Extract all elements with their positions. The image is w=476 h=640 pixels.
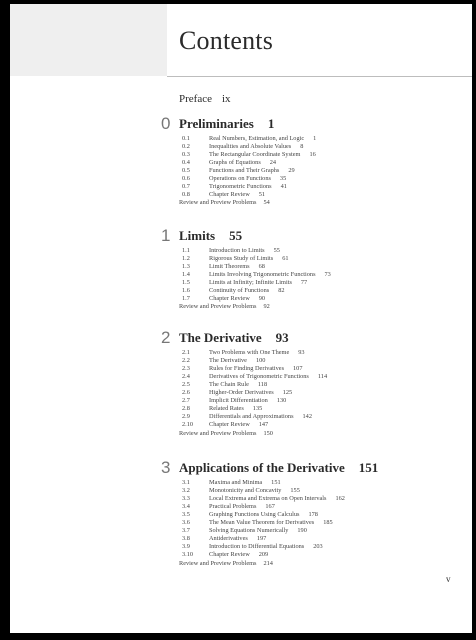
section-number: 0.4: [182, 159, 190, 167]
section-entry[interactable]: [182, 255, 289, 263]
section-entry[interactable]: [182, 519, 333, 527]
section-number: 3.5: [182, 511, 190, 519]
section-entry[interactable]: [182, 167, 295, 175]
section-title: The Rectangular Coordinate System: [209, 151, 301, 159]
review-label: Review and Preview Problems: [179, 429, 257, 437]
section-number: 2.4: [182, 373, 190, 381]
section-entry[interactable]: [182, 479, 281, 487]
section-entry[interactable]: [182, 381, 267, 389]
review-page: 54: [263, 199, 270, 207]
section-entry[interactable]: [182, 191, 265, 199]
chapter-title: Preliminaries: [179, 116, 254, 131]
section-number: 0.6: [182, 175, 190, 183]
section-page: 24: [269, 159, 277, 167]
section-page: 209: [258, 551, 269, 559]
section-title: Introduction to Limits: [209, 247, 265, 254]
review-entry[interactable]: [179, 303, 270, 310]
section-number: 2.3: [182, 365, 190, 373]
section-page: 178: [308, 511, 318, 519]
contents-page: [10, 4, 472, 633]
section-number: 2.8: [182, 405, 190, 413]
section-number: 1.3: [182, 263, 190, 271]
section-number: 0.5: [182, 167, 190, 175]
section-number: 1.1: [182, 247, 190, 254]
section-page: 73: [324, 271, 331, 279]
section-title: Graphing Functions Using Calculus: [209, 511, 300, 519]
section-number: 0.7: [182, 183, 190, 191]
section-title: The Mean Value Theorem for Derivatives: [209, 519, 315, 527]
section-page: 100: [255, 357, 266, 365]
chapter-title-entry[interactable]: [179, 460, 378, 476]
section-title: Monotonicity and Concavity: [209, 487, 282, 495]
chapter-title: The Derivative: [179, 330, 262, 345]
section-title: Real Numbers, Estimation, and Logic: [209, 135, 305, 142]
page-title: Contents: [179, 26, 274, 55]
section-page: 68: [258, 263, 265, 271]
chapter-page: 55: [229, 228, 243, 243]
section-number: 3.9: [182, 543, 190, 551]
section-number: 3.8: [182, 535, 190, 543]
section-page: 90: [258, 295, 266, 303]
section-number: 2.5: [182, 381, 190, 389]
section-page: 29: [288, 167, 295, 175]
section-entry[interactable]: [182, 175, 286, 183]
section-entry[interactable]: [182, 543, 323, 551]
section-number: 3.1: [182, 479, 190, 486]
section-page: 16: [309, 151, 316, 159]
section-entry[interactable]: [182, 349, 305, 357]
section-page: 118: [257, 381, 268, 389]
section-title: Inequalities and Absolute Values: [209, 143, 292, 151]
table-of-contents: [10, 4, 472, 633]
section-number: 3.4: [182, 503, 190, 511]
section-number: 1.2: [182, 255, 190, 263]
preface-entry[interactable]: [179, 93, 231, 105]
chapter-page: 93: [275, 330, 289, 345]
section-title: Maxima and Minima: [209, 479, 263, 486]
section-page: 93: [298, 349, 305, 356]
section-entry[interactable]: [182, 511, 318, 519]
section-number: 3.10: [182, 551, 194, 559]
review-entry[interactable]: [179, 199, 270, 206]
section-page: 8: [300, 143, 304, 151]
section-title: Limit Theorems: [209, 263, 250, 271]
section-number: 1.4: [182, 271, 190, 279]
section-number: 3.6: [182, 519, 190, 527]
section-entry[interactable]: [182, 135, 316, 143]
section-title: Rules for Finding Derivatives: [209, 365, 285, 373]
section-page: 51: [258, 191, 266, 199]
review-page: 214: [263, 559, 273, 567]
section-title: Graphs of Equations: [209, 159, 261, 167]
section-title: Differentials and Approximations: [209, 413, 294, 421]
section-title: Introduction to Differential Equations: [209, 543, 305, 551]
section-entry[interactable]: [182, 421, 268, 429]
section-entry[interactable]: [182, 151, 316, 159]
section-page: 1: [313, 135, 317, 142]
section-title: Chapter Review: [209, 295, 250, 303]
section-number: 3.7: [182, 527, 190, 535]
section-page: 147: [258, 421, 269, 429]
section-entry[interactable]: [182, 247, 280, 255]
review-label: Review and Preview Problems: [179, 199, 257, 207]
section-title: Limits Involving Trigonometric Functions: [209, 271, 316, 279]
section-entry[interactable]: [182, 287, 284, 295]
section-number: 3.2: [182, 487, 190, 495]
section-number: 1.6: [182, 287, 190, 295]
section-page: 61: [282, 255, 289, 263]
section-page: 167: [265, 503, 275, 511]
section-page: 107: [293, 365, 303, 373]
section-entry[interactable]: [182, 183, 287, 191]
section-page: 162: [335, 495, 345, 503]
section-page: 197: [256, 535, 267, 543]
section-page: 77: [300, 279, 308, 287]
chapter-page: 1: [267, 116, 275, 131]
section-number: 0.8: [182, 191, 190, 199]
review-label: Review and Preview Problems: [179, 303, 257, 311]
section-number: 2.6: [182, 389, 190, 397]
section-title: The Derivative: [209, 357, 247, 365]
section-page: 82: [278, 287, 285, 295]
page-number: v: [446, 574, 451, 584]
section-title: Trigonometric Functions: [209, 183, 272, 191]
section-entry[interactable]: [182, 389, 292, 397]
section-title: Related Rates: [209, 405, 244, 413]
section-entry[interactable]: [182, 373, 327, 381]
section-title: Operations on Functions: [209, 175, 271, 183]
section-number: 2.9: [182, 413, 190, 421]
section-entry[interactable]: [182, 263, 265, 271]
section-number: 2.1: [182, 349, 190, 356]
section-number: 2.10: [182, 421, 194, 429]
section-page: 135: [252, 405, 263, 413]
chapter-number: 0: [161, 114, 171, 133]
section-number: 0.1: [182, 135, 190, 142]
section-entry[interactable]: [182, 295, 265, 303]
section-page: 35: [279, 175, 287, 183]
chapter-page: 151: [358, 460, 379, 475]
section-number: 0.3: [182, 151, 190, 159]
section-entry[interactable]: [182, 535, 266, 543]
section-title: Higher-Order Derivatives: [209, 389, 274, 397]
section-title: Implicit Differentiation: [209, 397, 268, 405]
chapter-number: 3: [161, 458, 171, 477]
section-title: Continuity of Functions: [209, 287, 270, 295]
section-page: 155: [290, 487, 300, 495]
section-entry[interactable]: [182, 143, 303, 151]
section-title: Practical Problems: [209, 503, 257, 511]
review-entry[interactable]: [179, 560, 273, 567]
section-title: Chapter Review: [209, 551, 250, 559]
chapter-title-entry[interactable]: [179, 330, 289, 346]
section-number: 2.7: [182, 397, 190, 405]
review-label: Review and Preview Problems: [179, 559, 257, 567]
section-page: 130: [276, 397, 287, 405]
section-title: Local Extrema and Extrema on Open Intervals: [209, 495, 327, 503]
section-title: Rigorous Study of Limits: [209, 255, 274, 263]
review-page: 150: [263, 429, 273, 437]
review-page: 92: [263, 303, 270, 311]
section-page: 125: [282, 389, 293, 397]
section-entry[interactable]: [182, 357, 265, 365]
section-title: Limits at Infinity; Infinite Limits: [209, 279, 292, 287]
section-number: 0.2: [182, 143, 190, 151]
section-entry[interactable]: [182, 503, 275, 511]
chapter-title-entry[interactable]: [179, 116, 274, 132]
section-number: 2.2: [182, 357, 190, 365]
preface-label: Preface: [179, 93, 212, 105]
chapter-number: 1: [161, 226, 171, 245]
review-entry[interactable]: [179, 430, 273, 437]
section-number: 3.3: [182, 495, 190, 503]
section-title: Antiderivatives: [209, 535, 248, 543]
section-page: 41: [280, 183, 287, 191]
section-page: 114: [317, 373, 328, 381]
section-title: The Chain Rule: [209, 381, 249, 389]
section-title: Chapter Review: [209, 191, 250, 199]
section-entry[interactable]: [182, 159, 276, 167]
section-number: 1.7: [182, 295, 190, 303]
section-title: Derivatives of Trigonometric Functions: [209, 373, 309, 381]
section-entry[interactable]: [182, 365, 302, 373]
section-entry[interactable]: [182, 279, 307, 287]
section-page: 151: [271, 479, 281, 486]
section-number: 1.5: [182, 279, 190, 287]
preface-page: ix: [221, 93, 231, 105]
section-page: 185: [323, 519, 333, 527]
chapter-title-entry[interactable]: [179, 228, 242, 244]
section-entry[interactable]: [182, 551, 268, 559]
section-page: 203: [313, 543, 323, 551]
section-title: Solving Equations Numerically: [209, 527, 289, 535]
section-page: 142: [302, 413, 312, 421]
section-entry[interactable]: [182, 271, 331, 279]
section-title: Two Problems with One Theme: [209, 349, 290, 356]
section-entry[interactable]: [182, 487, 300, 495]
section-page: 190: [297, 527, 307, 535]
section-entry[interactable]: [182, 405, 262, 413]
section-entry[interactable]: [182, 495, 345, 503]
section-page: 55: [273, 247, 280, 254]
section-entry[interactable]: [182, 413, 312, 421]
section-title: Functions and Their Graphs: [209, 167, 280, 175]
chapter-title: Limits: [179, 228, 216, 243]
section-title: Chapter Review: [209, 421, 250, 429]
section-entry[interactable]: [182, 397, 286, 405]
chapter-title: Applications of the Derivative: [179, 460, 345, 475]
section-entry[interactable]: [182, 527, 307, 535]
chapter-number: 2: [161, 328, 171, 347]
